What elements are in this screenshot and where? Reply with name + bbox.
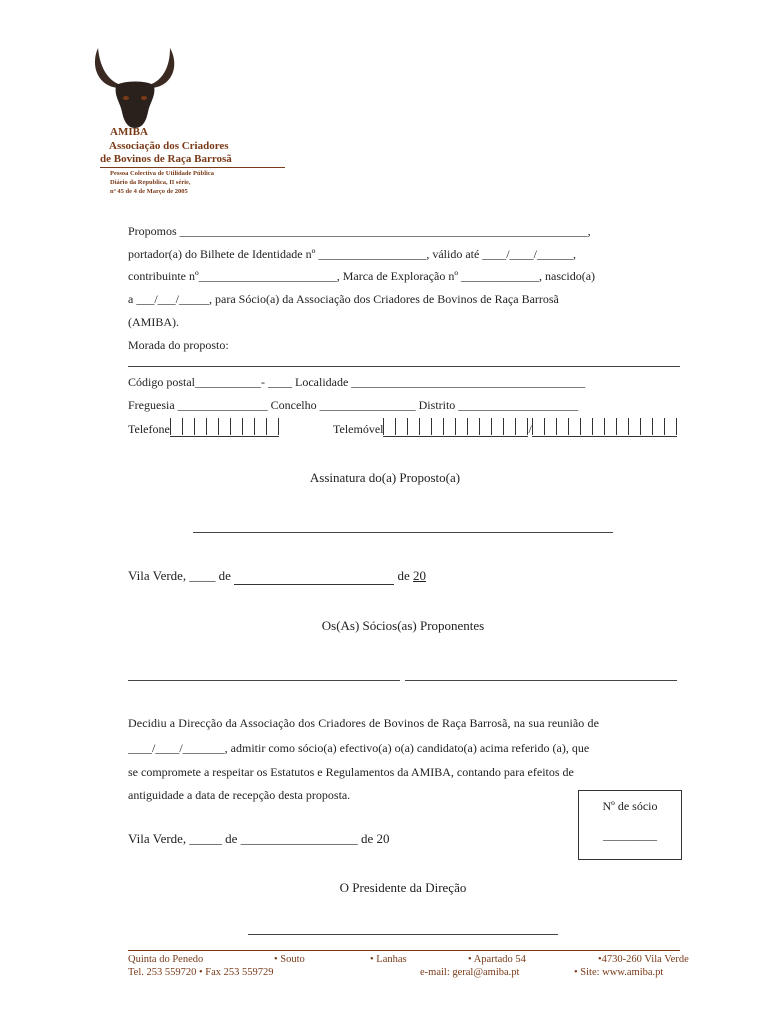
member-number-box[interactable] [578, 790, 682, 860]
decision-text-1: Decidiu a Direcção da Associação dos Criadores de Bovinos de Raça Barrosã, na sua reunião de [128, 716, 600, 730]
proposal-line: Propomos ____________________________________________________________________, [128, 224, 591, 238]
header-divider [100, 167, 285, 168]
place-date-line [128, 568, 426, 585]
decision-date-line: Vila Verde, _____ de __________________ de 20 [128, 831, 390, 846]
member-number-label: Nº de sócio [602, 799, 658, 813]
postal-code-line: Código postal___________- ____ Localidade _______________________________________ [128, 375, 586, 389]
org-name-line2: de Bovinos de Raça Barrosã [100, 153, 232, 165]
membership-line: a ___/___/_____, para Sócio(a) da Associação dos Criadores de Bovinos de Raça Barrosã [128, 292, 559, 306]
mobile-row [333, 418, 677, 440]
address-label: Morada do proposto: [128, 338, 229, 352]
applicant-signature-label: Assinatura do(a) Proposto(a) [309, 470, 461, 485]
footer-phone: Tel. 253 559720 • Fax 253 559729 [128, 967, 274, 978]
president-signature-line [248, 934, 558, 935]
place-date-prefix: Vila Verde, ____ de [128, 568, 231, 583]
mobile-label: Telemóvel [333, 422, 384, 436]
phone-row [128, 418, 279, 440]
decision-text-2: ____/____/_______, admitir como sócio(a) efectivo(a) o(a) candidato(a) acima referido (a), que [128, 741, 590, 755]
legal-line3: nº 45 de 4 de Março de 2005 [110, 188, 188, 195]
footer-address-4: • Apartado 54 [468, 954, 526, 965]
president-label: O Presidente da Direção [339, 880, 467, 895]
parish-line: Freguesia _______________ Concelho ________________ Distrito ____________________ [128, 398, 579, 412]
legal-line1: Pessoa Colectiva de Utilidade Pública [110, 170, 214, 177]
taxpayer-line: contribuinte nº_______________________, Marca de Exploração nº _____________, nascido(a) [128, 269, 596, 283]
member-number-blank: _________ [603, 828, 657, 842]
place-date-suffix: de [397, 568, 410, 583]
bull-logo [90, 46, 180, 130]
legal-line2: Diário da Republica, II série, [110, 179, 191, 186]
month-blank [234, 568, 394, 585]
footer-address-1: Quinta do Penedo [128, 954, 204, 965]
footer-address-3: • Lanhas [370, 954, 407, 965]
org-short-name: AMIBA [110, 126, 148, 138]
footer-email[interactable]: e-mail: geral@amiba.pt [420, 967, 520, 978]
slash-separator: / [528, 422, 532, 436]
proponent-signature-line-2 [405, 680, 677, 681]
footer-divider [128, 950, 680, 951]
footer-address-5: •4730-260 Vila Verde [598, 954, 689, 965]
year-prefix: 20 [412, 568, 426, 583]
footer-address-2: • Souto [274, 954, 305, 965]
mobile-boxes-2[interactable] [532, 418, 677, 437]
phone-label: Telefone [128, 422, 170, 436]
phone-boxes[interactable] [170, 418, 279, 437]
id-card-line: portador(a) do Bilhete de Identidade nº __________________, válido até ____/____/______, [128, 247, 576, 261]
proponent-signature-line-1 [128, 680, 400, 681]
decision-text-4: antiguidade a data de recepção desta proposta. [128, 788, 351, 802]
org-name-line1: Associação dos Criadores [109, 140, 229, 152]
amiba-line: (AMIBA). [128, 315, 179, 329]
mobile-boxes[interactable] [383, 418, 528, 437]
address-rule [128, 366, 680, 367]
footer-site[interactable]: • Site: www.amiba.pt [574, 967, 664, 978]
decision-text-3: se compromete a respeitar os Estatutos e Regulamentos da AMIBA, contando para efeitos de [128, 765, 574, 779]
applicant-signature-line [193, 532, 613, 533]
proponents-label: Os(As) Sócios(as) Proponentes [321, 618, 485, 633]
